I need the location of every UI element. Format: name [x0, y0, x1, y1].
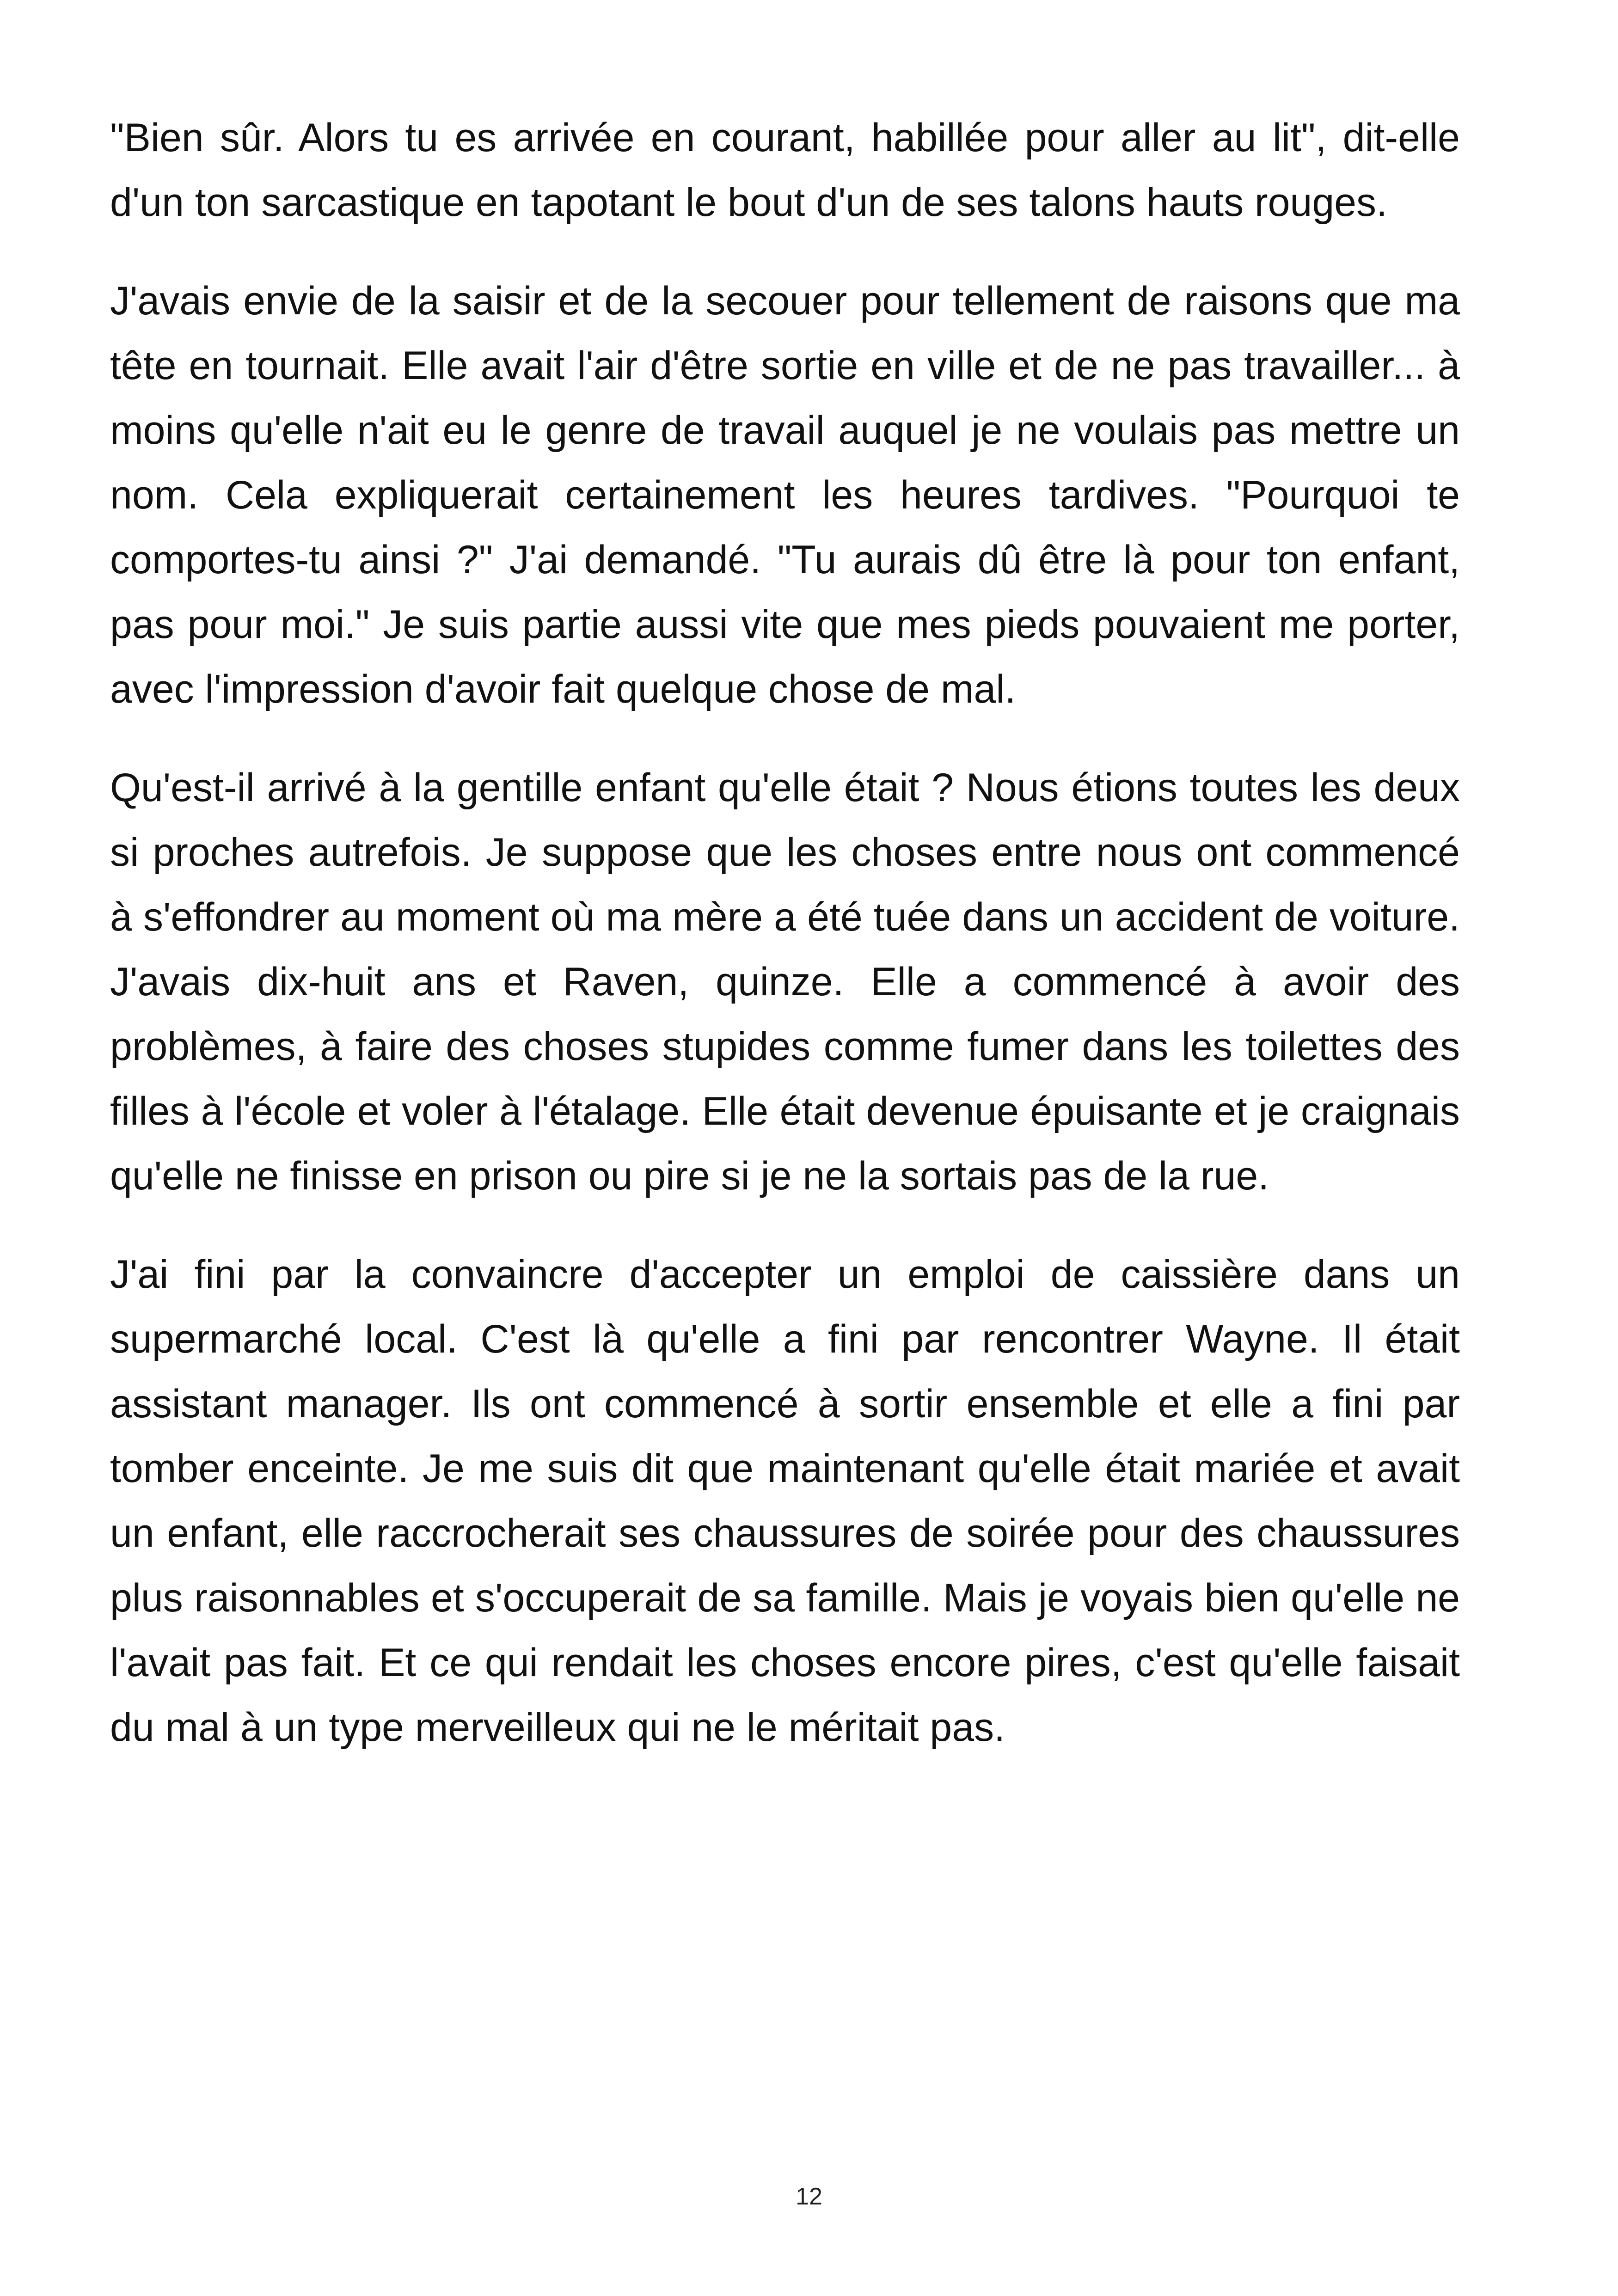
paragraph-4: J'ai fini par la convaincre d'accepter un emploi de caissière dans un supermarché local. C'est là qu'elle a fini par rencontrer Wayne. Il était assistant manager. Ils ont commencé à sortir ensemble et elle a fini par tomber enceinte. Je me suis dit que maintenant qu'elle était mariée et avait un enfant, elle raccrocherait ses chaussures de soirée pour des chaussures plus raisonnables et s'occuperait de sa famille. Mais je voyais bien qu'elle ne l'avait pas fait. Et ce qui rendait les choses encore pires, c'est qu'elle faisait du mal à un type merveilleux qui ne le méritait pas.: [110, 1252, 1460, 1750]
paragraph-2: J'avais envie de la saisir et de la secouer pour tellement de raisons que ma tête en tournait. Elle avait l'air d'être sortie en ville et de ne pas travailler... à moins qu'elle n'ait eu le genre de travail auquel je ne voulais pas mettre un nom. Cela expliquerait certainement les heures tardives. "Pourquoi te comportes-tu ainsi ?" J'ai demandé. "Tu aurais dû être là pour ton enfant, pas pour moi." Je suis partie aussi vite que mes pieds pouvaient me porter, avec l'impression d'avoir fait quelque chose de mal.: [110, 279, 1460, 711]
body-text: [110, 105, 1460, 1794]
paragraph-1: "Bien sûr. Alors tu es arrivée en courant, habillée pour aller au lit", dit-elle d'un ton sarcastique en tapotant le bout d'un de ses talons hauts rouges.: [110, 116, 1460, 225]
paragraph-3: Qu'est-il arrivé à la gentille enfant qu'elle était ? Nous étions toutes les deux si proches autrefois. Je suppose que les choses entre nous ont commencé à s'effondrer au moment où ma mère a été tuée dans un accident de voiture. J'avais dix-huit ans et Raven, quinze. Elle a commencé à avoir des problèmes, à faire des choses stupides comme fumer dans les toilettes des filles à l'école et voler à l'étalage. Elle était devenue épuisante et je craignais qu'elle ne finisse en prison ou pire si je ne la sortais pas de la rue.: [110, 765, 1460, 1198]
page-number: 12: [796, 2183, 822, 2210]
